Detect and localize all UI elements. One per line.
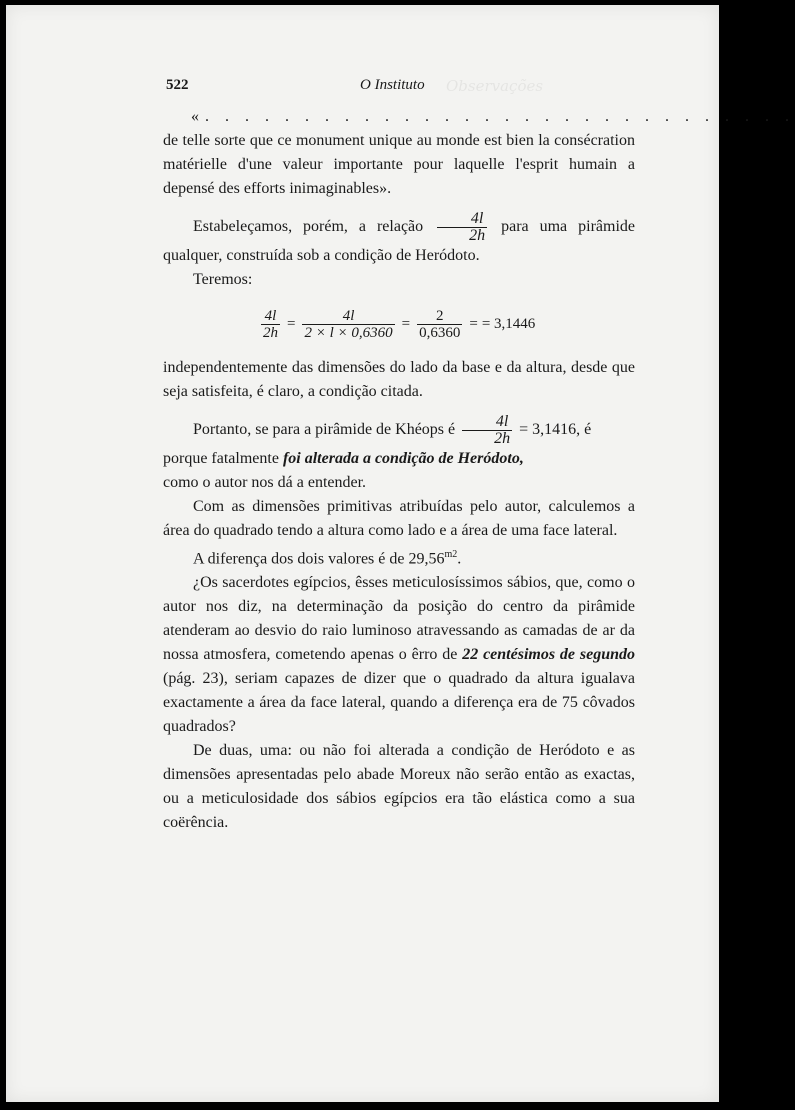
formula-term-2: $\frac{4l}{2 \times l \times 0,6360}$ bbox=[304, 307, 393, 341]
ellipsis-line: «. . . . . . . . . . . . . . . . . . . . . . . . . . . . . . bbox=[191, 108, 795, 125]
page-sheet bbox=[6, 5, 795, 1102]
altered-condition-line: porque fatalmente foi alterada a condição de Heródoto, bbox=[163, 450, 524, 467]
bleed-through-text: Observações bbox=[446, 77, 544, 95]
independent-paragraph: independentemente das dimensões do lado da base e da altura, desde que seja satisfeita, é claro, a condição citada. bbox=[163, 359, 635, 400]
formula-result: = 3,1446 bbox=[481, 316, 536, 332]
formula: $\frac{4l}{2h}$ = $\frac{4l}{2 \times l \times 0,6360}$ = $\frac{2}{0,6360}$ = = 3,1446 bbox=[263, 307, 536, 341]
difference-line: A diferença dos dois valores é de $29,56^{m2}$. bbox=[193, 549, 462, 568]
conclusion-paragraph: De duas, uma: ou não foi alterada a condição de Heródoto e as dimensões apresentadas pelo abade Moreux não serão então as exactas, ou a meticulosidade dos sábios egípcios era tão elástica como a sua coërência. bbox=[163, 742, 635, 832]
running-header bbox=[163, 73, 635, 99]
ratio-fraction: $\frac{4l}{2h}$ bbox=[437, 211, 487, 244]
author-line: como o autor nos dá a entender. bbox=[163, 474, 367, 491]
priests-paragraph: ¿Os sacerdotes egípcios, êsses meticulosíssimos sábios, que, como o autor nos diz, na determinação da posição do centro da pirâmide atenderam ao desvio do raio luminoso atravessando as camadas de ar da nossa atmosfera, cometendo apenas o êrro de 22 centésimos de segundo (pág. 23), seriam capazes de dizer que o quadrado da altura igualava exactamente a área da face lateral, quando a diferença era de 75 côvados quadrados? bbox=[163, 574, 636, 736]
formula-term-3: $\frac{2}{0,6360}$ bbox=[419, 307, 461, 341]
journal-title: O Instituto bbox=[360, 77, 425, 93]
dimensions-paragraph: Com as dimensões primitivas atribuídas pelo autor, calculemos a área do quadrado tendo a altura como lado e a área de uma face lateral. bbox=[163, 498, 635, 539]
khufu-line: Portanto, se para a pirâmide de Khéops é $\frac{4l}{2h}$ = 3,1416, é bbox=[193, 413, 592, 447]
page-number: 522 bbox=[166, 77, 189, 93]
relation-paragraph: Estabeleçamos, porém, a relação $\frac{4l}{2h}$ para uma pirâmide qualquer, construída sob a condição de Heródoto. bbox=[163, 210, 635, 264]
page-content bbox=[163, 73, 795, 835]
french-quote-paragraph: de telle sorte que ce monument unique au monde est bien la consécration matérielle d'une valeur importante pour laquelle l'esprit humain a depensé des efforts inimaginables». bbox=[163, 132, 635, 197]
khufu-fraction: $\frac{4l}{2h}$ bbox=[462, 414, 512, 447]
teremos-line: Teremos: bbox=[193, 271, 253, 288]
formula-term-1: $\frac{4l}{2h}$ bbox=[263, 307, 278, 341]
